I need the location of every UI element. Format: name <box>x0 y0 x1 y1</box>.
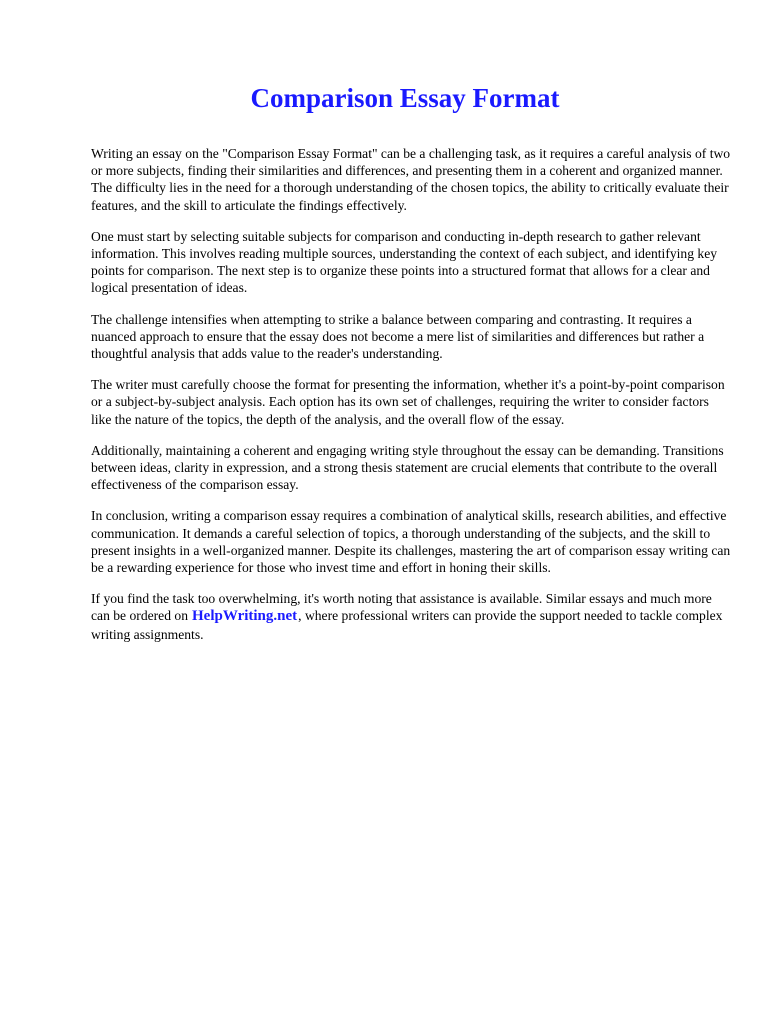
paragraph-2: One must start by selecting suitable subjects for comparison and conducting in-depth research to gather relevant information. This involves reading multiple sources, understanding the context of each subject, and identifying key points for comparison. The next step is to organize these points into a structured format that allows for a clear and logical presentation of ideas. <box>91 228 718 296</box>
paragraph-1: Writing an essay on the "Comparison Essay Format" can be a challenging task, as it requires a careful analysis of two or more subjects, finding their similarities and differences, and presenting them in a coherent and organized manner. The difficulty lies in the need for a thorough understanding of the chosen topics, the ability to critically evaluate their features, and the skill to articulate the findings effectively. <box>91 146 731 213</box>
paragraph-5: Additionally, maintaining a coherent and engaging writing style throughout the essay can be demanding. Transitions between ideas, clarity in expression, and a strong thesis statement are crucial elements that contribute to the overall effectiveness of the comparison essay. <box>91 442 724 493</box>
paragraph-3: The challenge intensifies when attempting to strike a balance between comparing and contrasting. It requires a nuanced approach to ensure that the essay does not become a mere list of similarities and differences but rather a thoughtful analysis that adds value to the reader's understanding. <box>91 311 705 362</box>
essay-body <box>91 145 731 657</box>
paragraph-7-text-before-link: If you find the task too overwhelming, it's worth noting that assistance is available. Similar essays and much more can be ordered on <box>91 591 712 624</box>
page-title: Comparison Essay Format <box>250 83 560 113</box>
helpwriting-link[interactable]: HelpWriting.net <box>192 608 298 625</box>
paragraph-4: The writer must carefully choose the format for presenting the information, whether it's a point-by-point comparison or a subject-by-subject analysis. Each option has its own set of challenges, requiring the writer to consider factors like the nature of the topics, the depth of the analysis, and the overall flow of the essay. <box>91 377 725 427</box>
paragraph-7 <box>91 590 731 643</box>
paragraph-7-text-after-link: , where professional writers can provide the support needed to tackle complex writing assignments. <box>91 608 723 642</box>
paragraph-6: In conclusion, writing a comparison essay requires a combination of analytical skills, research abilities, and effective communication. It demands a careful selection of topics, a thorough understanding of the subjects, and the skill to present insights in a well-organized manner. Despite its challenges, mastering the art of comparison essay writing can be a rewarding experience for those who invest time and effort in honing their skills. <box>91 508 731 576</box>
